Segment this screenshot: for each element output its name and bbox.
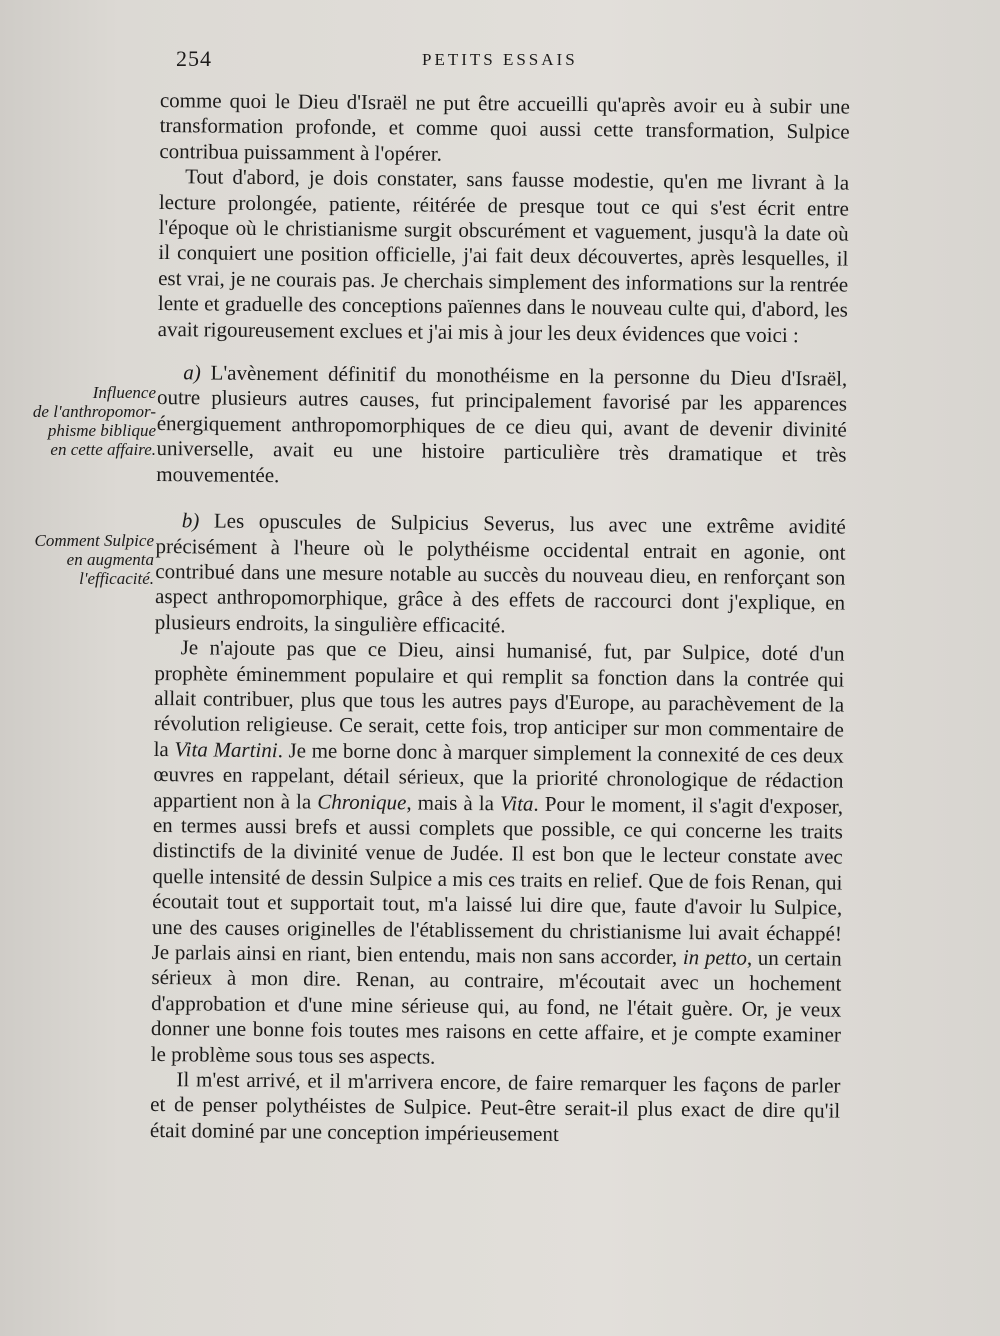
title-vita-martini: Vita Martini [174, 736, 278, 762]
margin-note-influence [26, 383, 156, 459]
paragraph-2: Tout d'abord, je dois constater, sans fausse modestie, qu'en me livrant à la lecture prolongée, patiente, réitérée de presque tout ce qui s'est écrit entre l'époque où le christianisme surgit obscurément et vaguement, jusqu'à la date où il conquiert une position officielle, j'ai fait deux découvertes, après lesquelles, il est vrai, je ne courais pas. Je cherchais simplement des informations sur la rentrée lente et graduelle des conceptions païennes dans le nouveau culte qui, d'abord, les avait rigoureusement exclues et j'ai mis à jour les deux évidences que voici : [157, 164, 850, 347]
margin-note-line: de l'anthropomor- [32, 402, 156, 421]
paragraph-a [156, 360, 847, 494]
margin-note-line: en cette affaire. [50, 440, 156, 459]
paragraph-1: comme quoi le Dieu d'Israël ne put être accueilli qu'après avoir eu à subir une transformation profonde, et comme quoi aussi cette transformation, Sulpice contribua puissamment à l'opérer. [159, 88, 850, 166]
text-run: . Pour le moment, il s'agit d'exposer, en termes aussi brefs et aussi complets que possible, ce qui concerne les traits distinctifs de la divinité venue de Judée. Il est bon que le lecteur constate avec quelle intensité de dessin Sulpice a mis ces traits en relief. Que de fois Renan, qui écoutait tout et supportait tout, m'a laissé lui dire que, faute d'avoir lu Sulpice, une des causes originelles de l'établissement du christianisme lui avait échappé! Je parlais ainsi en riant, bien entendu, mais non sans accorder, [151, 791, 844, 970]
paragraph-b-text: Les opuscules de Sulpicius Severus, lus avec une extrême avidité précisément à l'heure où le polythéisme occidental entrait en agonie, ont contribué dans une mesure notable au succès du nouveau dieu, en renforçant son aspect anthropomorphique, grâce à des effets de raccourci dont j'explique, en plusieurs endroits, la singulière efficacité. [154, 508, 846, 638]
margin-note-line: Comment Sulpice [34, 531, 154, 550]
running-title: PETITS ESSAIS [422, 50, 578, 69]
page-header [0, 46, 1000, 80]
paragraph-5 [151, 635, 845, 1074]
margin-note-line: phisme biblique [47, 421, 156, 440]
text-run: Je n'ajoute pas que ce Dieu, ainsi humanisé, fut, par Sulpice, doté d'un prophète éminemment populaire et qui remplit sa fonction dans la contrée qui allait contribuer, plus que tous les autres pays d'Europe, au parachèvement de la révolution religieuse. Ce serait, cette fois, trop anticiper sur mon commentaire de la [153, 635, 845, 761]
phrase-in-petto: in petto [682, 945, 748, 970]
main-text [150, 88, 850, 1150]
margin-note-comment [16, 531, 154, 588]
text-run: , un certain sérieux à mon dire. Renan, au contraire, m'écoutait avec un hochement d'approbation et d'une mine sérieuse qui, au fond, ne l'était guère. Or, je veux donner une bonne fois toutes mes raisons en cette affaire, et je compte examiner le problème sous tous ses aspects. [150, 945, 842, 1069]
title-vita: Vita [499, 790, 534, 816]
text-run: , mais à la [406, 789, 495, 815]
text-run: . Je me borne donc à marquer simplement la connexité de ces deux œuvres en rappelant, détail sérieux, que la priorité chronologique de rédaction appartient non à la [153, 737, 844, 814]
paragraph-6: Il m'est arrivé, et il m'arrivera encore, de faire remarquer les façons de parler et de penser polythéistes de Sulpice. Peut-être serait-il plus exact de dire qu'il était dominé par une conception impérieusement [149, 1067, 841, 1146]
paragraph-a-text: L'avènement définitif du monothéisme en la personne du Dieu d'Israël, outre plusieurs autres causes, fut principalement favorisé par les apparences énergiquement anthropomorphiques de ce dieu qui, avant de devenir divinité universelle, avait eu une histoire particulière très dramatique et très mouvementée. [156, 360, 848, 487]
item-label-b: b) [181, 508, 200, 533]
item-label-a: a) [183, 360, 201, 385]
title-chronique: Chronique [317, 789, 407, 814]
margin-note-line: Influence [92, 383, 156, 402]
paragraph-b [155, 508, 846, 642]
margin-note-line: l'efficacité. [79, 569, 154, 588]
page-number: 254 [176, 46, 212, 71]
margin-note-line: en augmenta [66, 550, 154, 569]
